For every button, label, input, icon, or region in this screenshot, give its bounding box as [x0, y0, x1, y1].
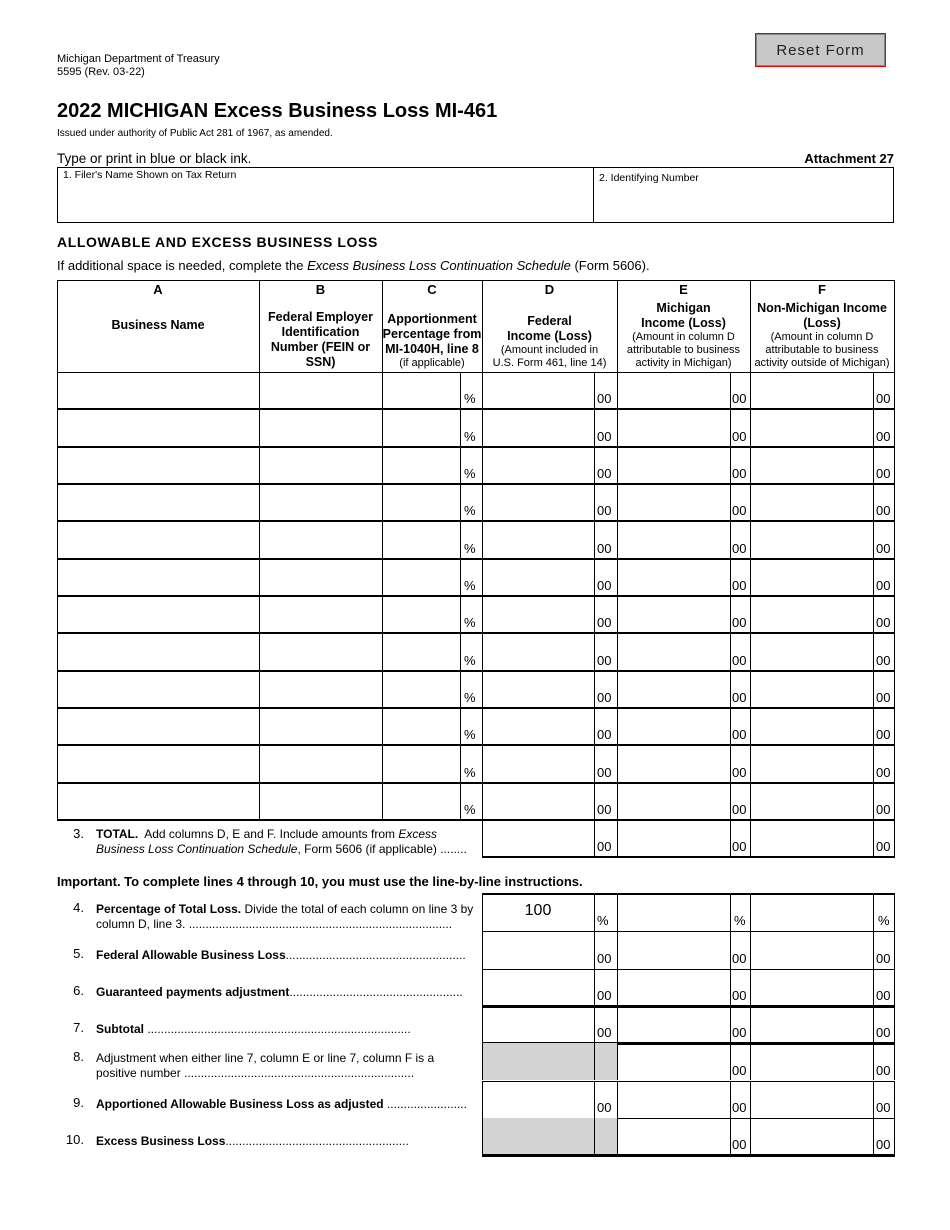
- cents-label: 00: [732, 465, 747, 481]
- business-name-input[interactable]: [58, 709, 259, 744]
- michigan-income-input[interactable]: [618, 373, 730, 408]
- disabled-cell: [482, 1043, 617, 1080]
- percent-sign: %: [464, 577, 476, 593]
- line-number: 10.: [65, 1132, 84, 1148]
- authority-note: Issued under authority of Public Act 281 of 1967, as amended.: [57, 128, 333, 139]
- federal-income-input[interactable]: [483, 709, 594, 744]
- cents-label: 00: [597, 503, 612, 519]
- cents-label: 00: [597, 689, 612, 705]
- line-number: 5.: [73, 945, 84, 961]
- column-letter: C: [427, 282, 437, 297]
- column-divider: [594, 820, 595, 857]
- non-michigan-income-input[interactable]: [751, 410, 873, 445]
- apportionment-input[interactable]: [383, 597, 460, 632]
- column-divider: [894, 280, 895, 820]
- cents-label: 00: [597, 801, 612, 817]
- column-subtitle: (Amount included in U.S. Form 461, line 14): [492, 344, 607, 369]
- line-9-federal-input[interactable]: [483, 1082, 594, 1117]
- percent-sign: %: [464, 391, 476, 407]
- michigan-income-input[interactable]: [618, 784, 730, 819]
- column-divider: [730, 820, 731, 857]
- percent-sign: %: [464, 727, 476, 743]
- department-name: Michigan Department of Treasury: [57, 53, 220, 65]
- michigan-income-input[interactable]: [618, 485, 730, 520]
- line-5-label: [96, 948, 476, 963]
- total-non-michigan-input[interactable]: [751, 821, 873, 856]
- line-number: 8.: [73, 1049, 84, 1065]
- column-header-e: [617, 280, 750, 372]
- column-letter: A: [153, 282, 163, 297]
- column-divider: [894, 969, 895, 1006]
- cents-label: 00: [876, 428, 891, 444]
- cents-label: 00: [876, 1025, 891, 1041]
- federal-income-input[interactable]: [483, 784, 594, 819]
- line-4-label: [96, 902, 476, 932]
- percent-sign: %: [464, 764, 476, 780]
- cents-label: 00: [876, 689, 891, 705]
- form-revision: 5595 (Rev. 03-22): [57, 66, 145, 78]
- cents-label: 00: [876, 391, 891, 407]
- column-divider: [482, 1118, 483, 1155]
- michigan-income-input[interactable]: [618, 634, 730, 669]
- column-title: Non-Michigan Income (Loss): [757, 301, 887, 330]
- column-divider: [873, 969, 874, 1006]
- cents-label: 00: [876, 577, 891, 593]
- cents-label: 00: [597, 764, 612, 780]
- michigan-income-input[interactable]: [618, 522, 730, 557]
- cents-label: 00: [732, 615, 747, 631]
- line-4-non-michigan-input[interactable]: [751, 895, 873, 930]
- percent-sign: %: [464, 503, 476, 519]
- cents-label: 00: [732, 540, 747, 556]
- non-michigan-income-input[interactable]: [751, 560, 873, 595]
- line-number: 3.: [73, 825, 84, 841]
- attachment-number: Attachment 27: [804, 151, 894, 166]
- federal-income-input[interactable]: [483, 410, 594, 445]
- cents-label: 00: [732, 727, 747, 743]
- column-divider: [894, 1006, 895, 1043]
- cents-label: 00: [876, 950, 891, 966]
- michigan-income-input[interactable]: [618, 560, 730, 595]
- line-text: ...............................................................................: [144, 1022, 411, 1037]
- non-michigan-income-input[interactable]: [751, 634, 873, 669]
- percent-sign: %: [464, 652, 476, 668]
- page-title: 2022 MICHIGAN Excess Business Loss MI-461: [57, 100, 498, 122]
- business-name-input[interactable]: [58, 746, 259, 781]
- michigan-income-input[interactable]: [618, 672, 730, 707]
- important-note: Important. To complete lines 4 through 10, you must use the line-by-line instructions.: [57, 874, 583, 889]
- cents-label: 00: [597, 652, 612, 668]
- note-schedule-name: Excess Business Loss Continuation Schedule: [307, 258, 571, 273]
- business-name-input[interactable]: [58, 672, 259, 707]
- cents-label: 00: [732, 652, 747, 668]
- table-border: [57, 280, 895, 281]
- business-name-input[interactable]: [58, 448, 259, 483]
- line-9-non-michigan-input[interactable]: [751, 1082, 873, 1117]
- column-divider: [730, 1118, 731, 1155]
- line-text: ......................................................: [285, 947, 466, 962]
- line-4-michigan-input[interactable]: [618, 895, 730, 930]
- line-5-michigan-input[interactable]: [618, 932, 730, 967]
- cents-label: 00: [876, 1062, 891, 1078]
- filer-name-field[interactable]: [57, 167, 594, 223]
- line-title: Guaranteed payments adjustment: [96, 984, 290, 999]
- identifying-number-label: 2. Identifying Number: [599, 172, 699, 184]
- column-header-a: [57, 280, 259, 372]
- column-divider: [894, 1043, 895, 1080]
- line-number: 7.: [73, 1020, 84, 1036]
- column-letter: E: [679, 282, 688, 297]
- column-divider: [894, 931, 895, 968]
- federal-income-input[interactable]: [483, 373, 594, 408]
- line-schedule-name: Excess Business Loss Continuation Schedule: [96, 826, 438, 856]
- cents-label: 00: [732, 391, 747, 407]
- column-divider: [594, 1006, 595, 1043]
- total-federal-input[interactable]: [483, 821, 594, 856]
- column-letter: D: [544, 282, 555, 297]
- fein-input[interactable]: [260, 709, 382, 744]
- apportionment-input[interactable]: [383, 373, 460, 408]
- column-divider: [482, 1043, 483, 1080]
- non-michigan-income-input[interactable]: [751, 373, 873, 408]
- column-title: Federal Employer Identification Number (FEIN or SSN): [268, 310, 373, 369]
- cents-label: 00: [597, 1025, 612, 1041]
- cents-label: 00: [876, 801, 891, 817]
- michigan-income-input[interactable]: [618, 709, 730, 744]
- column-divider: [594, 1081, 595, 1118]
- cents-label: 00: [732, 1099, 747, 1115]
- column-title: Apportionment Percentage from MI-1040H, line 8: [382, 312, 482, 356]
- fein-input[interactable]: [260, 373, 382, 408]
- line-6-federal-input[interactable]: [483, 970, 594, 1005]
- cents-label: 00: [597, 1099, 612, 1115]
- line-text: Add columns D, E and F. Include amounts from: [138, 826, 399, 841]
- cents-label: 00: [732, 1137, 747, 1153]
- michigan-income-input[interactable]: [618, 746, 730, 781]
- percent-sign: %: [464, 465, 476, 481]
- cents-label: 00: [732, 428, 747, 444]
- column-divider: [873, 1118, 874, 1155]
- fein-input[interactable]: [260, 560, 382, 595]
- apportionment-input[interactable]: [383, 672, 460, 707]
- line-7-michigan-input[interactable]: [618, 1007, 730, 1042]
- column-divider: [873, 931, 874, 968]
- line-6-label: [96, 985, 476, 1000]
- cents-label: 00: [597, 540, 612, 556]
- line-title: Subtotal: [96, 1022, 144, 1037]
- column-divider: [594, 1118, 595, 1155]
- cents-label: 00: [597, 391, 612, 407]
- cents-label: 00: [597, 577, 612, 593]
- column-divider: [730, 1006, 731, 1043]
- disabled-cell: [482, 1118, 617, 1155]
- line-6-non-michigan-input[interactable]: [751, 970, 873, 1005]
- note-text: If additional space is needed, complete the: [57, 258, 308, 273]
- fein-input[interactable]: [260, 746, 382, 781]
- column-divider: [730, 931, 731, 968]
- column-title: Business Name: [111, 318, 205, 332]
- line-text: Divide the total of each column on line 3 by column D, line 3. ...............................................................................: [96, 902, 474, 931]
- column-header-d: [482, 280, 617, 372]
- cents-label: 00: [732, 987, 747, 1003]
- fein-input[interactable]: [260, 485, 382, 520]
- line-title: Apportioned Allowable Business Loss as adjusted: [96, 1096, 384, 1111]
- non-michigan-income-input[interactable]: [751, 784, 873, 819]
- cents-label: 00: [732, 839, 747, 854]
- column-divider: [894, 1118, 895, 1155]
- federal-income-input[interactable]: [483, 597, 594, 632]
- cents-label: 00: [597, 465, 612, 481]
- line-9-michigan-input[interactable]: [618, 1082, 730, 1117]
- section-heading: ALLOWABLE AND EXCESS BUSINESS LOSS: [57, 234, 378, 250]
- michigan-income-input[interactable]: [618, 597, 730, 632]
- cents-label: 00: [876, 1099, 891, 1115]
- percent-sign: %: [464, 689, 476, 705]
- non-michigan-income-input[interactable]: [751, 485, 873, 520]
- michigan-income-input[interactable]: [618, 410, 730, 445]
- line-7-label: [96, 1022, 476, 1037]
- column-divider: [730, 969, 731, 1006]
- federal-income-input[interactable]: [483, 522, 594, 557]
- line-7-non-michigan-input[interactable]: [751, 1007, 873, 1042]
- business-name-input[interactable]: [58, 410, 259, 445]
- non-michigan-income-input[interactable]: [751, 448, 873, 483]
- cents-label: 00: [876, 839, 891, 854]
- cents-label: 00: [876, 652, 891, 668]
- column-divider: [730, 1081, 731, 1118]
- cents-label: 00: [597, 615, 612, 631]
- business-name-input[interactable]: [58, 560, 259, 595]
- column-divider: [730, 894, 731, 931]
- line-5-federal-input[interactable]: [483, 932, 594, 967]
- apportionment-input[interactable]: [383, 709, 460, 744]
- cents-label: 00: [876, 503, 891, 519]
- fein-input[interactable]: [260, 522, 382, 557]
- reset-form-button[interactable]: Reset Form: [755, 33, 886, 67]
- row-divider: [482, 1154, 895, 1157]
- fein-input[interactable]: [260, 597, 382, 632]
- cents-label: 00: [732, 801, 747, 817]
- line-number: 9.: [73, 1094, 84, 1110]
- column-divider: [594, 894, 595, 931]
- line-10-non-michigan-input[interactable]: [751, 1119, 873, 1154]
- cents-label: 00: [597, 839, 612, 854]
- federal-income-input[interactable]: [483, 560, 594, 595]
- column-divider: [873, 820, 874, 857]
- column-subtitle: (Amount in column D attributable to business activity in Michigan): [626, 331, 741, 369]
- line-text: ........................: [383, 1096, 467, 1111]
- line-8-michigan-input[interactable]: [618, 1044, 730, 1079]
- cents-label: 00: [732, 950, 747, 966]
- line-title: TOTAL.: [96, 826, 139, 841]
- line-text: , Form 5606 (if applicable) ........: [297, 841, 467, 856]
- business-name-input[interactable]: [58, 485, 259, 520]
- column-title: Federal Income (Loss): [507, 314, 592, 343]
- federal-income-input[interactable]: [483, 672, 594, 707]
- line-title: Percentage of Total Loss.: [96, 902, 242, 916]
- column-divider: [894, 820, 895, 857]
- fein-input[interactable]: [260, 784, 382, 819]
- percent-sign: %: [464, 428, 476, 444]
- cents-label: 00: [597, 950, 612, 966]
- line-9-label: [96, 1097, 476, 1112]
- row-divider: [482, 856, 895, 858]
- cents-label: 00: [876, 727, 891, 743]
- line-7-federal-input[interactable]: [483, 1007, 594, 1042]
- percent-sign: %: [597, 913, 609, 929]
- line-title: Federal Allowable Business Loss: [96, 947, 286, 962]
- column-divider: [894, 894, 895, 931]
- percent-sign: %: [464, 615, 476, 631]
- column-title: Michigan Income (Loss): [641, 301, 726, 330]
- fein-input[interactable]: [260, 410, 382, 445]
- non-michigan-income-input[interactable]: [751, 709, 873, 744]
- cents-label: 00: [732, 764, 747, 780]
- column-header-c: [382, 280, 482, 372]
- line-10-label: [96, 1134, 476, 1149]
- fein-input[interactable]: [260, 634, 382, 669]
- line-6-michigan-input[interactable]: [618, 970, 730, 1005]
- apportionment-input[interactable]: [383, 522, 460, 557]
- cents-label: 00: [597, 727, 612, 743]
- column-subtitle: (if applicable): [399, 357, 465, 369]
- cents-label: 00: [876, 987, 891, 1003]
- column-letter: B: [315, 282, 326, 297]
- federal-income-input[interactable]: [483, 746, 594, 781]
- column-header-b: [259, 280, 382, 372]
- column-letter: F: [818, 282, 826, 297]
- column-subtitle: (Amount in column D attributable to business activity outside of Michigan): [754, 331, 890, 369]
- cents-label: 00: [732, 689, 747, 705]
- non-michigan-income-input[interactable]: [751, 746, 873, 781]
- line-10-michigan-input[interactable]: [618, 1119, 730, 1154]
- column-divider: [594, 931, 595, 968]
- line-text: Adjustment when either line 7, column E or line 7, column F is a positive number .....................................................................: [96, 1051, 435, 1081]
- non-michigan-income-input[interactable]: [751, 672, 873, 707]
- apportionment-input[interactable]: [383, 784, 460, 819]
- cents-label: 00: [732, 577, 747, 593]
- column-divider: [873, 1006, 874, 1043]
- column-divider: [873, 1043, 874, 1080]
- cents-label: 00: [732, 1025, 747, 1041]
- non-michigan-income-input[interactable]: [751, 597, 873, 632]
- fein-input[interactable]: [260, 672, 382, 707]
- line-3-label: [96, 827, 481, 857]
- federal-income-input[interactable]: [483, 634, 594, 669]
- apportionment-input[interactable]: [383, 746, 460, 781]
- column-divider: [873, 1081, 874, 1118]
- apportionment-input[interactable]: [383, 560, 460, 595]
- percent-sign: %: [878, 913, 890, 929]
- cents-label: 00: [597, 987, 612, 1003]
- column-divider: [594, 1043, 595, 1080]
- cents-label: 00: [732, 1062, 747, 1078]
- non-michigan-income-input[interactable]: [751, 522, 873, 557]
- michigan-income-input[interactable]: [618, 448, 730, 483]
- apportionment-input[interactable]: [383, 485, 460, 520]
- percent-sign: %: [734, 913, 746, 929]
- column-divider: [873, 894, 874, 931]
- column-divider: [730, 1043, 731, 1080]
- line-title: Excess Business Loss: [96, 1134, 226, 1149]
- cents-label: 00: [876, 764, 891, 780]
- note-form: (Form 5606).: [570, 258, 650, 273]
- line-text: .......................................................: [225, 1134, 409, 1149]
- federal-income-input[interactable]: [483, 485, 594, 520]
- percent-sign: %: [464, 801, 476, 817]
- column-header-f: [750, 280, 894, 372]
- column-divider: [894, 1081, 895, 1118]
- total-michigan-input[interactable]: [618, 821, 730, 856]
- business-name-input[interactable]: [58, 373, 259, 408]
- column-divider: [594, 969, 595, 1006]
- line-5-non-michigan-input[interactable]: [751, 932, 873, 967]
- identifying-number-field[interactable]: [593, 167, 894, 223]
- apportionment-input[interactable]: [383, 410, 460, 445]
- apportionment-input[interactable]: [383, 634, 460, 669]
- continuation-note: [57, 258, 650, 273]
- percent-sign: %: [464, 540, 476, 556]
- line-number: 4.: [73, 900, 84, 915]
- cents-label: 00: [732, 503, 747, 519]
- business-name-input[interactable]: [58, 522, 259, 557]
- cents-label: 00: [876, 615, 891, 631]
- line-4-federal-value: 100: [524, 902, 552, 919]
- cents-label: 00: [597, 428, 612, 444]
- line-text: ....................................................: [289, 984, 463, 999]
- business-name-input[interactable]: [58, 634, 259, 669]
- federal-income-input[interactable]: [483, 448, 594, 483]
- filer-name-label: 1. Filer's Name Shown on Tax Return: [63, 169, 237, 181]
- cents-label: 00: [876, 540, 891, 556]
- ink-note: Type or print in blue or black ink.: [57, 151, 252, 166]
- line-8-label: [96, 1051, 476, 1081]
- cents-label: 00: [876, 465, 891, 481]
- apportionment-input[interactable]: [383, 448, 460, 483]
- line-number: 6.: [73, 982, 84, 998]
- business-name-input[interactable]: [58, 597, 259, 632]
- fein-input[interactable]: [260, 448, 382, 483]
- line-8-non-michigan-input[interactable]: [751, 1044, 873, 1079]
- business-name-input[interactable]: [58, 784, 259, 819]
- cents-label: 00: [876, 1137, 891, 1153]
